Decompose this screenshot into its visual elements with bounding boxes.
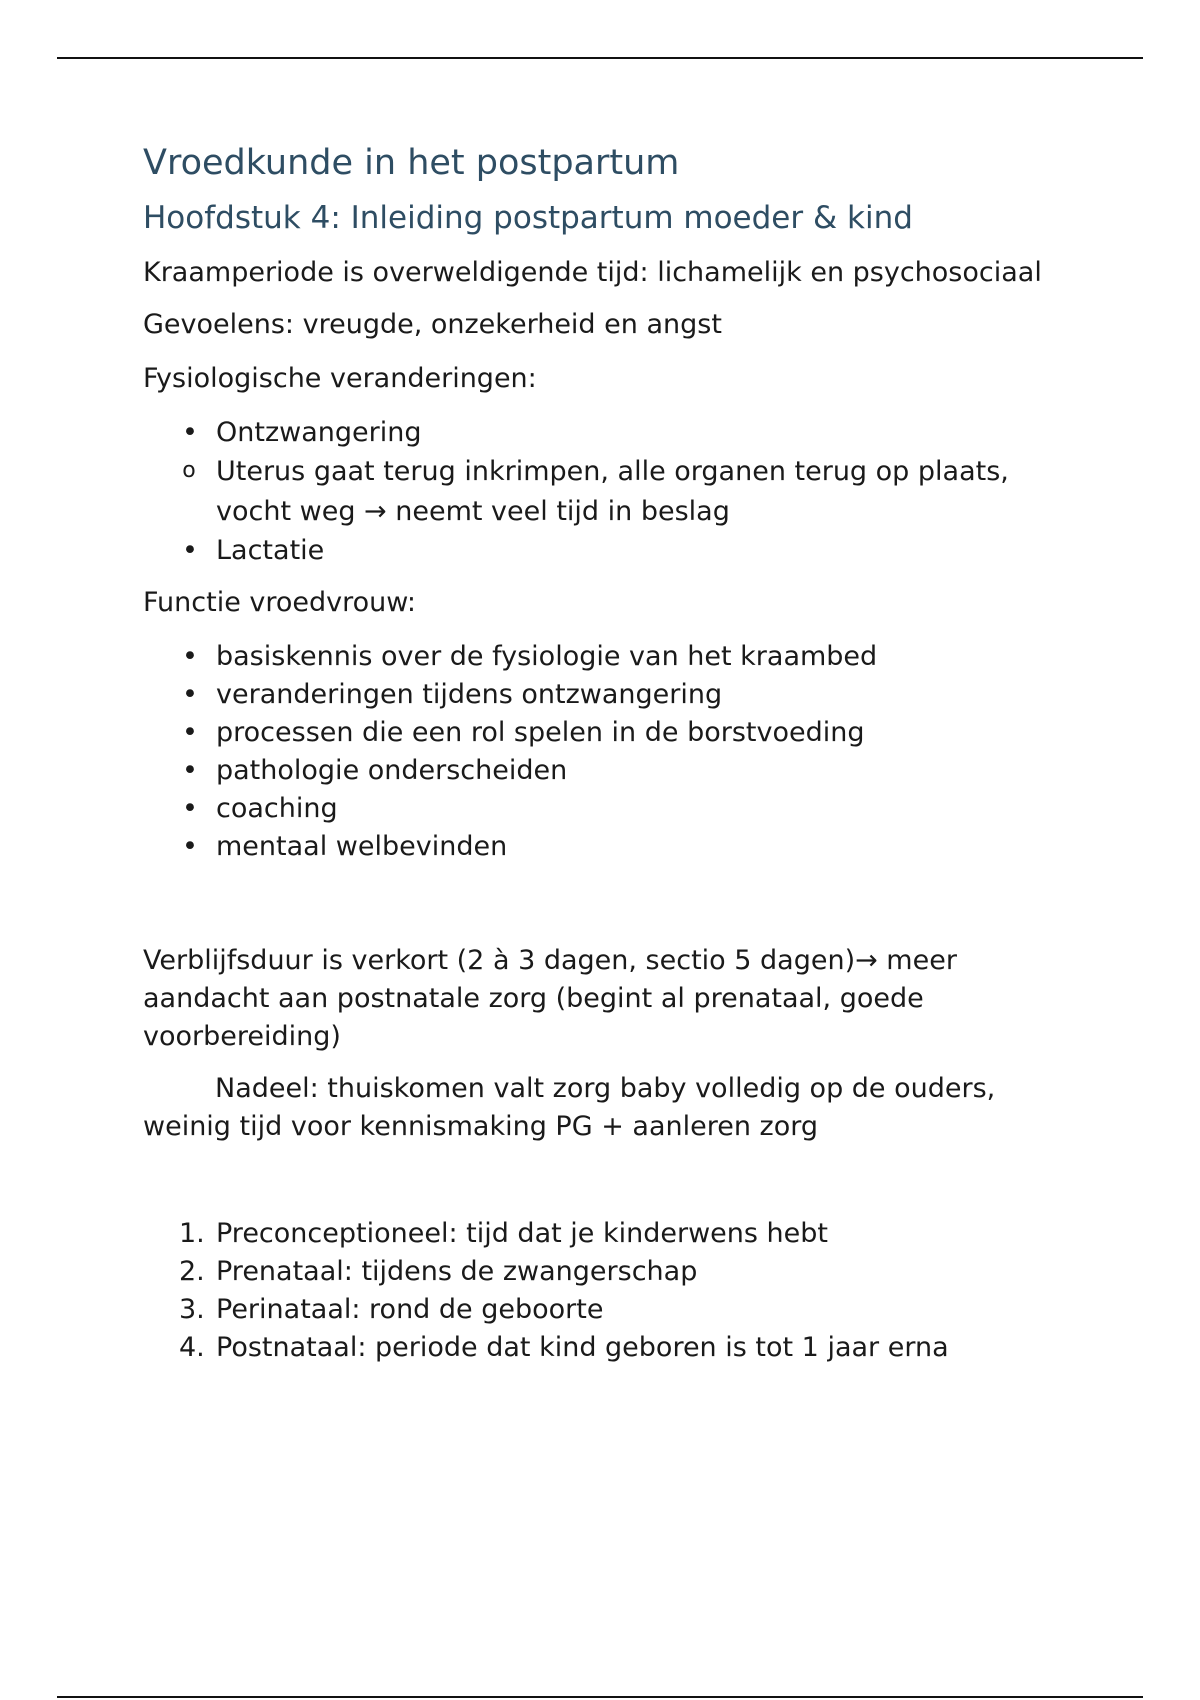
function-list <box>143 638 1063 866</box>
number-marker: 2. <box>179 1256 205 1287</box>
list-item-label: mentaal welbevinden <box>216 831 508 862</box>
list-item <box>143 532 1063 570</box>
bullet-marker: • <box>182 717 198 748</box>
number-marker: 1. <box>179 1218 205 1249</box>
sub-list <box>143 452 1063 532</box>
list-item-label: Perinataal: rond de geboorte <box>216 1294 604 1325</box>
number-marker: 4. <box>179 1332 205 1363</box>
list-item-label: Lactatie <box>216 535 325 566</box>
physiological-list <box>143 414 1063 570</box>
list-item-label: Preconceptioneel: tijd dat je kinderwens hebt <box>216 1218 828 1249</box>
bullet-marker: • <box>182 793 198 824</box>
bullet-marker: • <box>182 417 198 448</box>
bullet-marker: • <box>182 755 198 786</box>
list-item-label: basiskennis over de fysiologie van het kraambed <box>216 641 878 672</box>
list-item-label: processen die een rol spelen in de borstvoeding <box>216 717 865 748</box>
list-item-label: Prenataal: tijdens de zwangerschap <box>216 1256 698 1287</box>
list-item <box>143 752 1063 790</box>
bullet-marker: • <box>182 831 198 862</box>
list-item <box>143 638 1063 676</box>
feelings-paragraph: Gevoelens: vreugde, onzekerheid en angst <box>143 309 722 340</box>
document-page <box>143 138 1063 1367</box>
list-item <box>143 1215 1063 1253</box>
footer-rule <box>57 1696 1143 1698</box>
list-item <box>143 1291 1063 1329</box>
list-item-label: pathologie onderscheiden <box>216 755 568 786</box>
list-item <box>143 714 1063 752</box>
list-item <box>143 790 1063 828</box>
chapter-heading: Hoofdstuk 4: Inleiding postpartum moeder & kind <box>143 200 913 236</box>
disadvantage-paragraph: Nadeel: thuiskomen valt zorg baby volledig op de ouders, weinig tijd voor kennismaking PG + aanleren zorg <box>143 1073 996 1142</box>
list-item-label: Postnataal: periode dat kind geboren is tot 1 jaar erna <box>216 1332 949 1363</box>
intro-paragraph: Kraamperiode is overweldigende tijd: lichamelijk en psychosociaal <box>143 257 1042 288</box>
sub-list-item <box>143 452 1063 532</box>
document-title: Vroedkunde in het postpartum <box>143 143 680 183</box>
physiological-heading: Fysiologische veranderingen: <box>143 363 537 394</box>
bullet-marker: • <box>182 641 198 672</box>
function-heading: Functie vroedvrouw: <box>143 587 416 618</box>
list-item <box>143 1329 1063 1367</box>
list-item <box>143 414 1063 532</box>
bullet-marker: • <box>182 535 198 566</box>
header-rule <box>57 57 1143 59</box>
bullet-marker: • <box>182 679 198 710</box>
sub-list-item-label: Uterus gaat terug inkrimpen, alle organen terug op plaats, vocht weg → neemt veel tijd in beslag <box>216 456 1009 527</box>
list-item-label: veranderingen tijdens ontzwangering <box>216 679 723 710</box>
stay-paragraph: Verblijfsduur is verkort (2 à 3 dagen, sectio 5 dagen)→ meer aandacht aan postnatale zorg (begint al prenataal, goede voorbereiding) <box>143 945 957 1052</box>
list-item <box>143 1253 1063 1291</box>
list-item-label: coaching <box>216 793 338 824</box>
number-marker: 3. <box>179 1294 205 1325</box>
list-item <box>143 828 1063 866</box>
list-item-label: Ontzwangering <box>216 417 422 448</box>
sub-bullet-marker: o <box>182 458 196 483</box>
phases-list <box>143 1215 1063 1367</box>
list-item <box>143 676 1063 714</box>
